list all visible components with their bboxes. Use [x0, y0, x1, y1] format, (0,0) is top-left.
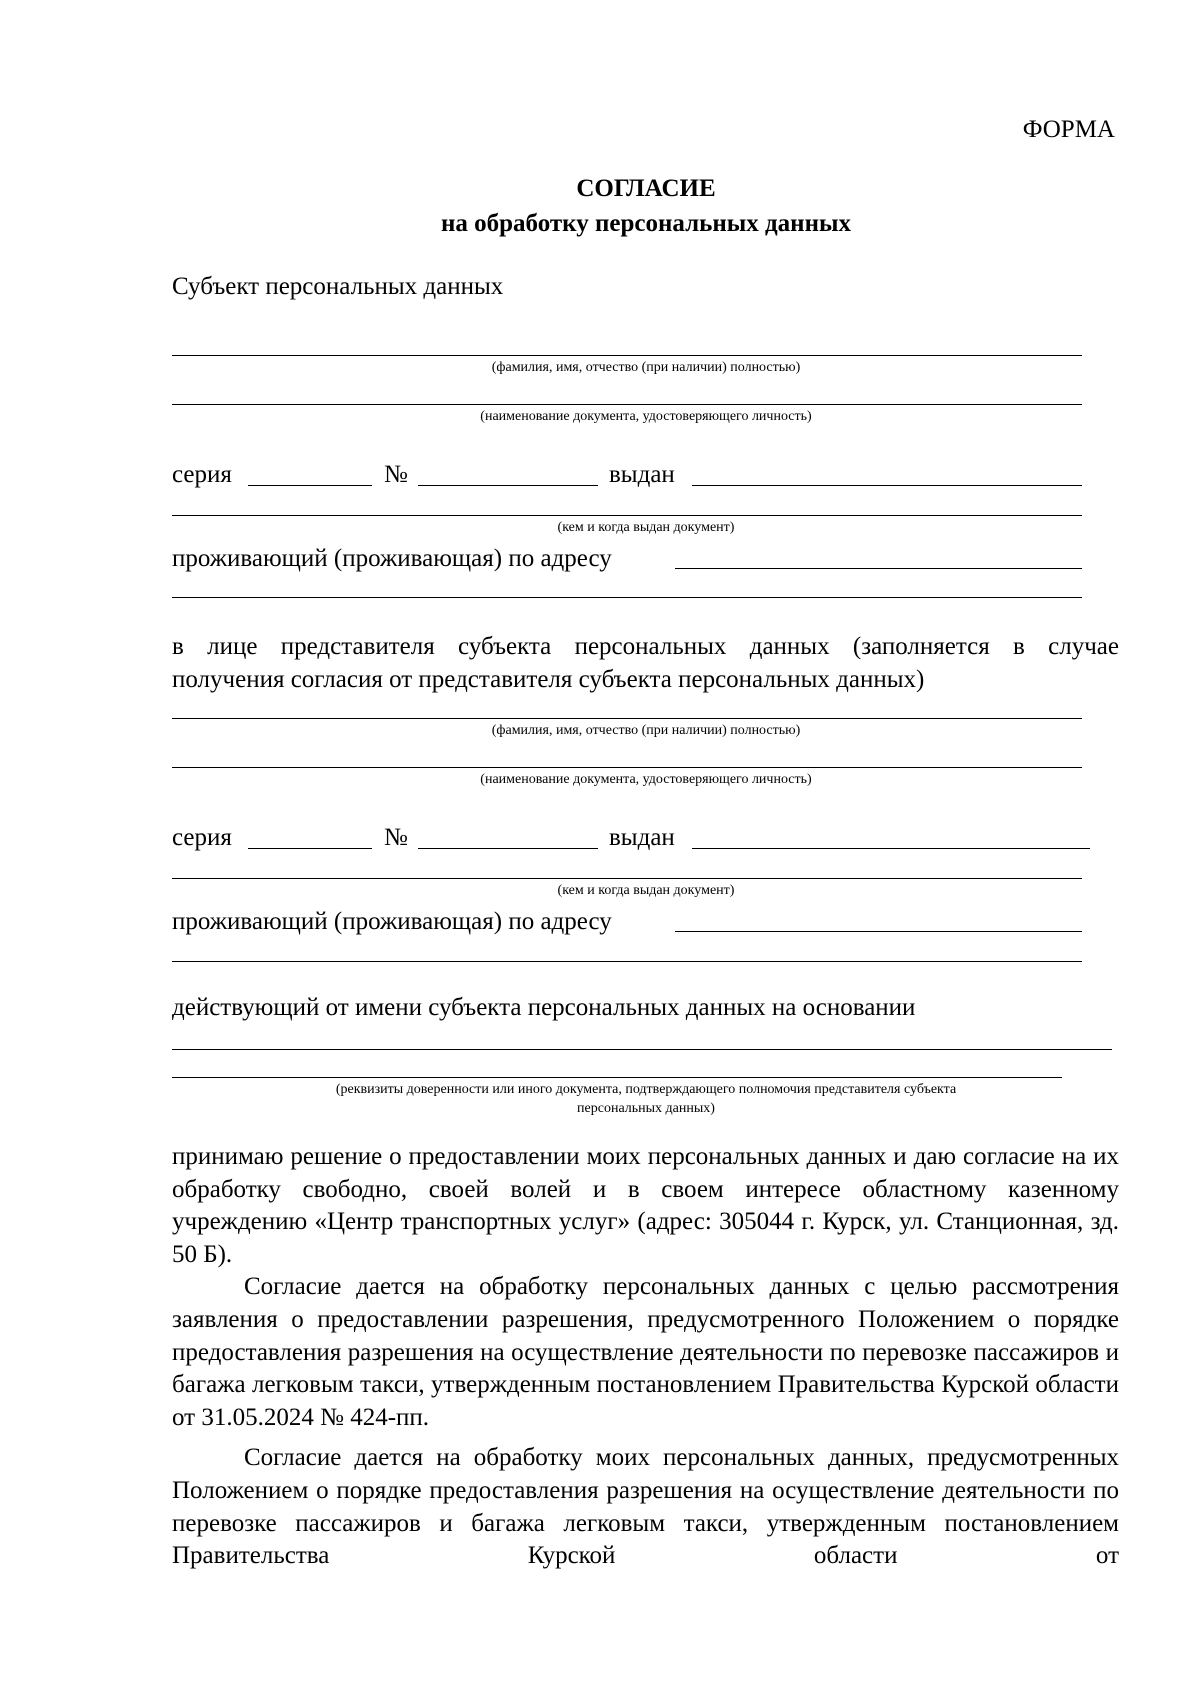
- representative-issued-by-field[interactable]: [172, 878, 1082, 879]
- representative-power-field-2[interactable]: [172, 1077, 1062, 1078]
- subject-issued-by-field[interactable]: [172, 515, 1082, 516]
- subject-address-field-2[interactable]: [172, 597, 1082, 598]
- representative-power-caption-line2: персональных данных): [577, 1101, 715, 1116]
- representative-address-field[interactable]: [675, 931, 1082, 932]
- subject-number-field[interactable]: [418, 485, 598, 486]
- representative-power-caption-line1: (реквизиты доверенности или иного документа, подтверждающего полномочия представителя субъекта: [335, 1082, 957, 1097]
- representative-series-field[interactable]: [248, 848, 372, 849]
- representative-series-label: серия: [172, 824, 232, 851]
- consent-body: [172, 1141, 1119, 1573]
- representative-acting-label: действующий от имени субъекта персональных данных на основании: [172, 994, 916, 1021]
- consent-paragraph-3: Согласие дается на обработку моих персональных данных, предусмотренных Положением о порядке предоставления разрешения на осуществление деятельности по перевозке пассажиров и багажа легковым такси, утвержденным постановлением Правительства Курской области от: [172, 1444, 1119, 1570]
- subject-issued-field[interactable]: [692, 485, 1082, 486]
- representative-fio-caption: (фамилия, имя, отчество (при наличии) полностью): [491, 723, 801, 738]
- consent-paragraph-2: Согласие дается на обработку персональных данных с целью рассмотрения заявления о предоставлении разрешения, предусмотренного Положением о порядке предоставления разрешения на осуществление деятельности по перевозке пассажиров и багажа легковым такси, утвержденным постановлением Правительства Курской области от 31.05.2024 № 424-пп.: [172, 1273, 1119, 1431]
- representative-intro-line2: получения согласия от представителя субъекта персональных данных): [172, 666, 925, 693]
- subject-address-field[interactable]: [675, 568, 1082, 569]
- representative-address-label: проживающий (проживающая) по адресу: [172, 908, 612, 935]
- representative-number-label: №: [384, 824, 408, 851]
- representative-fio-field[interactable]: [172, 718, 1082, 719]
- subject-series-label: серия: [172, 461, 232, 488]
- representative-issued-field[interactable]: [692, 848, 1090, 849]
- subject-fio-caption: (фамилия, имя, отчество (при наличии) полностью): [491, 360, 801, 375]
- subject-number-label: №: [384, 461, 408, 488]
- subject-heading: Субъект персональных данных: [172, 273, 504, 300]
- subject-series-field[interactable]: [248, 485, 372, 486]
- subject-address-label: проживающий (проживающая) по адресу: [172, 545, 612, 572]
- representative-doc-field[interactable]: [172, 767, 1082, 768]
- consent-paragraph-1: принимаю решение о предоставлении моих персональных данных и даю согласие на их обработку свободно, своей волей и в своем интересе областному казенному учреждению «Центр транспортных услуг» (адрес: 305044 г. Курск, ул. Станционная, зд. 50 Б).: [172, 1143, 1119, 1268]
- representative-intro-line1: в лице представителя субъекта персональных данных (заполняется в случае: [172, 633, 1119, 660]
- document-subtitle: на обработку персональных данных: [441, 210, 851, 237]
- representative-issued-caption: (кем и когда выдан документ): [557, 883, 735, 898]
- representative-issued-label: выдан: [609, 824, 675, 851]
- representative-address-field-2[interactable]: [172, 961, 1082, 962]
- representative-power-field[interactable]: [172, 1049, 1112, 1050]
- document-title: СОГЛАСИЕ: [576, 175, 716, 202]
- representative-number-field[interactable]: [418, 848, 598, 849]
- subject-issued-label: выдан: [609, 461, 675, 488]
- representative-doc-caption: (наименование документа, удостоверяющего личность): [480, 772, 812, 787]
- subject-issued-caption: (кем и когда выдан документ): [557, 520, 735, 535]
- form-label: ФОРМА: [1022, 116, 1115, 143]
- subject-doc-field[interactable]: [172, 404, 1082, 405]
- subject-fio-field[interactable]: [172, 355, 1082, 356]
- subject-doc-caption: (наименование документа, удостоверяющего личность): [480, 409, 812, 424]
